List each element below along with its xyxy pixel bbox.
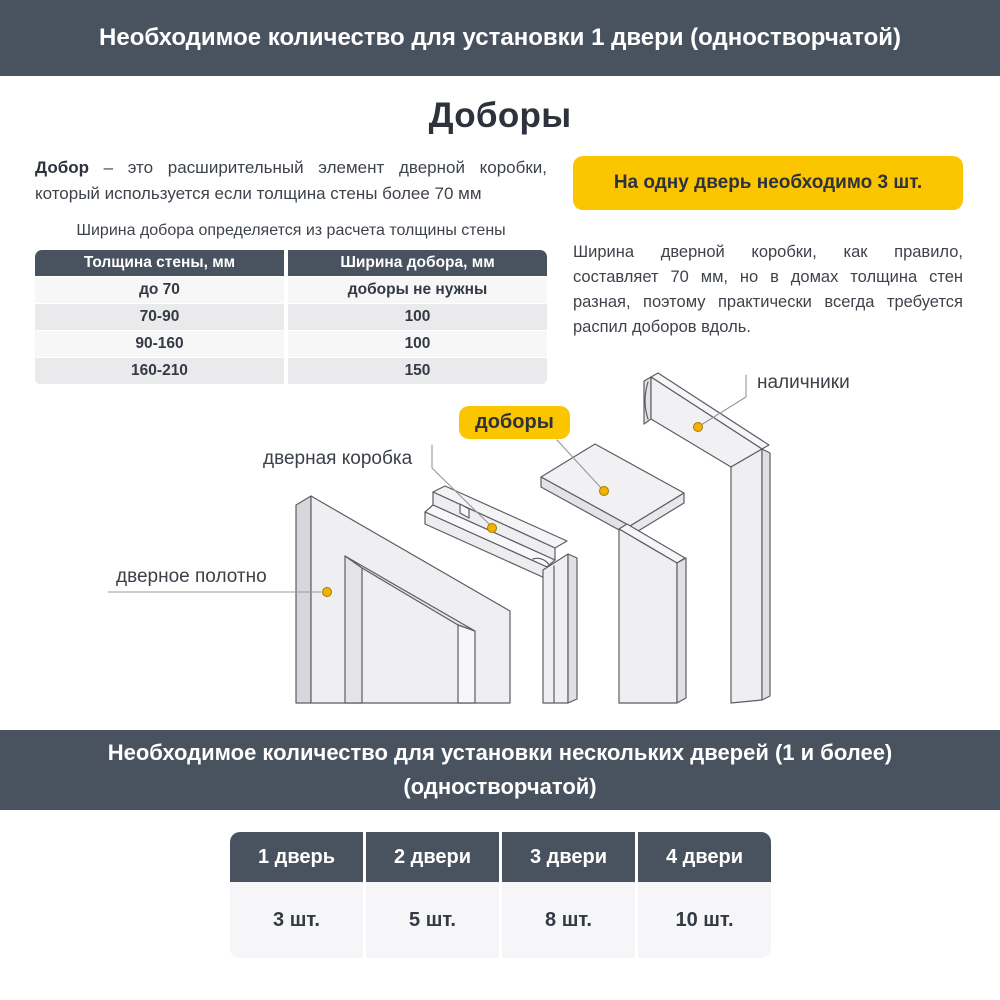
- table-cell: 160-210: [35, 358, 284, 384]
- bottom-banner: [0, 730, 1000, 810]
- table-column: [638, 832, 771, 958]
- bottom-banner-line1: Необходимое количество для установки нескольких дверей (1 и более): [107, 739, 893, 765]
- column-header: 1 дверь: [230, 832, 363, 882]
- top-banner-text: Необходимое количество для установки 1 двери (одностворчатой): [99, 24, 901, 51]
- definition-text: – это расширительный элемент дверной коробки, который используется если толщина стены более 70 мм: [35, 158, 547, 204]
- table-column: [366, 832, 499, 958]
- page-title: Доборы: [428, 96, 572, 135]
- doors-quantity-table: [230, 832, 771, 958]
- column-header: Толщина стены, мм: [35, 250, 284, 276]
- table-cell: 3 шт.: [230, 882, 363, 958]
- label-casings: наличники: [757, 372, 850, 393]
- table-cell: 90-160: [35, 331, 284, 357]
- column-header: Ширина добора, мм: [288, 250, 547, 276]
- table-cell: 150: [288, 358, 547, 384]
- table-cell: 100: [288, 304, 547, 330]
- label-door-frame: дверная коробка: [263, 448, 413, 469]
- note-paragraph: Ширина дверной коробки, как правило, составляет 70 мм, но в домах толщина стен разная, поэтому практически всегда требуется распил доборов вдоль.: [573, 243, 963, 337]
- label-door-leaf: дверное полотно: [116, 566, 267, 587]
- table-cell: 70-90: [35, 304, 284, 330]
- column-header: 2 двери: [366, 832, 499, 882]
- table-cell: до 70: [35, 277, 284, 303]
- table-cell: 100: [288, 331, 547, 357]
- table-cell: доборы не нужны: [288, 277, 547, 303]
- table-header-row: [35, 250, 547, 276]
- top-banner: [0, 0, 1000, 76]
- table-cell: 5 шт.: [366, 882, 499, 958]
- definition-term: Добор: [35, 158, 89, 177]
- table-row: [35, 304, 547, 330]
- bottom-banner-line2: (одностворчатой): [403, 774, 597, 799]
- table-cell: 10 шт.: [638, 882, 771, 958]
- table-column: [230, 832, 363, 958]
- table-cell: 8 шт.: [502, 882, 635, 958]
- label-extensions-badge: доборы: [459, 406, 570, 439]
- column-header: 4 двери: [638, 832, 771, 882]
- table-row: [35, 331, 547, 357]
- per-door-quantity-badge: На одну дверь необходимо 3 шт.: [573, 156, 963, 210]
- column-header: 3 двери: [502, 832, 635, 882]
- definition-paragraph: [35, 155, 547, 208]
- table-row: [35, 277, 547, 303]
- wall-table-caption: Ширина добора определяется из расчета толщины стены: [76, 222, 506, 239]
- table-column: [502, 832, 635, 958]
